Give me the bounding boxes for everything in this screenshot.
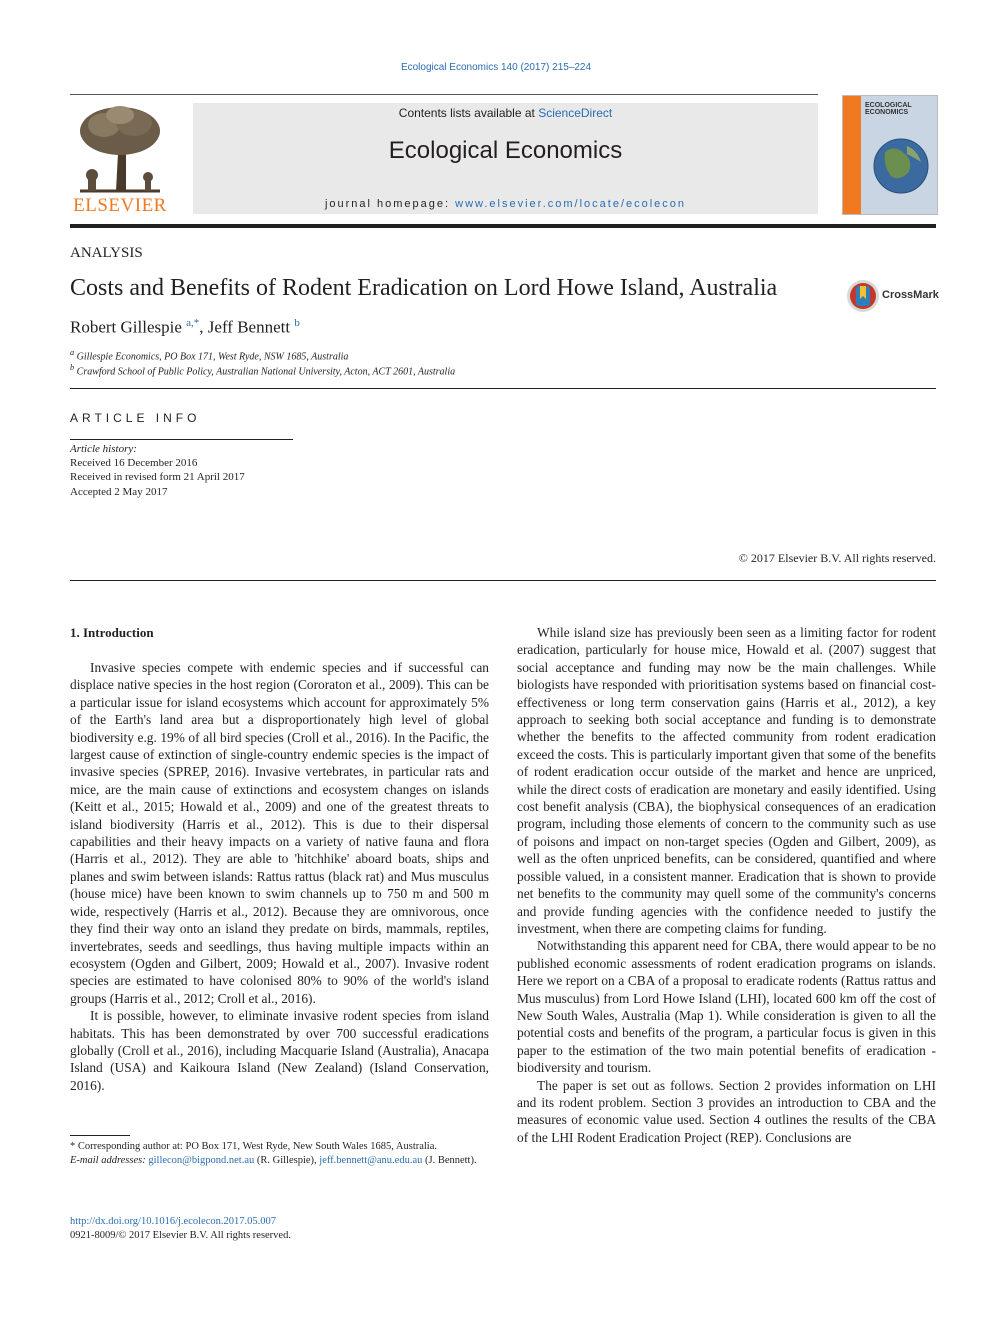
contents-prefix: Contents lists available at <box>398 106 539 120</box>
body-paragraph: Invasive species compete with endemic species and if successful can displace native species in the host region (Cororaton et al., 2009). This can be a particular issue for island ecosystems which account for approximately 5% of the Earth's land area but a disproportionately high level of global biodiversity e.g. 19% of all bird species (Croll et al., 2016). In the Pacific, the largest cause of extinction of single-country endemic species is the impact of invasive species (SPREP, 2016). Invasive vertebrates, in particular rats and mice, are the main cause of extinctions and ecosystem changes on islands (Keitt et al., 2015; Howald et al., 2009) and one of the greatest threats to island biodiversity (Harris et al., 2012). This is due to their dispersal capabilities and their heavy impacts on a variety of native fauna and flora (Harris et al., 2012). They are able to 'hitchhike' aboard boats, ships and planes and swim between islands: Rattus rattus (black rat) and Mus musculus (house mice) have been known to swim channels up to 750 m and 500 m wide, respectively (Harris et al., 2012). Because they are omnivorous, once they find their way onto an island they predate on birds, mammals, reptiles, invertebrates, seeds and seedlings, thus having multiple impacts within an ecosystem (Ogden and Gilbert, 2009; Howald et al., 2007). Invasive rodent species are estimated to have colonised 80% to 90% of the world's island groups (Harris et al., 2012; Croll et al., 2016). <box>70 660 489 1006</box>
footnote-rule <box>70 1135 130 1136</box>
affiliation-mark: a <box>70 348 75 357</box>
corresponding-author: * Corresponding author at: PO Box 171, West Ryde, New South Wales 1685, Australia. <box>70 1141 438 1152</box>
email-line <box>70 1154 490 1168</box>
affiliation-text: Gillespie Economics, PO Box 171, West Ryde, NSW 1685, Australia <box>76 351 349 363</box>
email-link[interactable]: gillecon@bigpond.net.au <box>148 1155 255 1166</box>
article-section-label: ANALYSIS <box>70 245 143 261</box>
globe-icon <box>843 96 937 214</box>
journal-homepage <box>193 198 818 210</box>
email-owner: (J. Bennett). <box>424 1155 477 1166</box>
affiliation-a <box>70 348 348 362</box>
copyright-notice: © 2017 Elsevier B.V. All rights reserved. <box>738 551 936 565</box>
history-label: Article history: <box>70 443 137 455</box>
email-owner: (R. Gillespie), <box>256 1155 317 1166</box>
history-revised: Received in revised form 21 April 2017 <box>70 471 245 483</box>
divider <box>70 439 293 440</box>
email-label: E-mail addresses: <box>70 1155 146 1166</box>
header-top-rule <box>70 94 818 95</box>
body-paragraph: The paper is set out as follows. Section 2 provides information on LHI and its rodent problem. Section 3 provides an introduction to CBA and the measures of economic value used. Section 4 outlines the results of the CBA of the LHI Rodent Eradication Project (REP). Conclusions are <box>517 1077 936 1145</box>
contents-line <box>193 106 818 120</box>
left-column <box>70 659 489 1094</box>
email-link[interactable]: jeff.bennett@anu.edu.au <box>319 1155 423 1166</box>
journal-cover[interactable] <box>842 95 938 215</box>
footnote-corresponding <box>70 1140 490 1168</box>
history-received: Received 16 December 2016 <box>70 457 198 469</box>
divider <box>70 388 936 389</box>
divider <box>70 580 936 581</box>
article-info-heading: ARTICLE INFO <box>70 411 201 425</box>
author-name[interactable]: Jeff Bennett <box>207 317 291 337</box>
article-title: Costs and Benefits of Rodent Eradication on Lord Howe Island, Australia <box>70 275 778 301</box>
affiliation-b <box>70 363 455 377</box>
homepage-prefix: journal homepage: <box>324 198 456 210</box>
header-bottom-rule <box>70 224 936 228</box>
cover-title-line: ECONOMICS <box>865 109 909 116</box>
affiliation-text: Crawford School of Public Policy, Australian National University, Acton, ACT 2601, Australia <box>76 366 456 378</box>
body-paragraph: Notwithstanding this apparent need for CBA, there would appear to be no published economic assessments of rodent eradication programs on islands. Here we report on a CBA of a proposal to eradicate rodents (Rattus rattus and Mus musculus) from Lord Howe Island (LHI), located 600 km off the cost of New South Wales, Australia (Map 1). While consideration is given to all the potential costs and benefits of the program, a particular focus is given in this paper to the estimation of the two main potential benefits of eradication - biodiversity and tourism. <box>517 938 936 1076</box>
journal-title: Ecological Economics <box>388 137 623 164</box>
elsevier-wordmark: ELSEVIER <box>73 195 167 216</box>
sciencedirect-link[interactable]: ScienceDirect <box>538 106 613 120</box>
crossmark-icon[interactable] <box>846 279 880 318</box>
author-name[interactable]: Robert Gillespie <box>70 317 182 337</box>
author-affiliation-mark[interactable]: b <box>294 317 300 329</box>
affiliation-mark: b <box>70 363 75 372</box>
author-affiliation-mark[interactable]: a,* <box>186 317 200 329</box>
history-accepted: Accepted 2 May 2017 <box>70 486 168 498</box>
doi-link[interactable]: http://dx.doi.org/10.1016/j.ecolecon.2017.05.007 <box>70 1216 276 1227</box>
elsevier-tree-icon <box>70 103 170 195</box>
homepage-link[interactable]: www.elsevier.com/locate/ecolecon <box>455 198 687 210</box>
cover-title-line: ECOLOGICAL <box>865 102 912 109</box>
issn-line: 0921-8009/© 2017 Elsevier B.V. All rights reserved. <box>70 1230 291 1241</box>
section-heading: 1. Introduction <box>70 625 154 640</box>
body-paragraph: It is possible, however, to eliminate invasive rodent species from island habitats. This has been demonstrated by over 700 successful eradications globally (Croll et al., 2016), including Macquarie Island (Australia), Anacapa Island (USA) and Kaikoura Island (New Zealand) (Island Conservation, 2016). <box>70 1008 489 1093</box>
journal-citation[interactable]: Ecological Economics 140 (2017) 215–224 <box>400 62 592 73</box>
author-list: Robert Gillespie $^{a,*}$, Jeff Bennett $^b$ <box>70 317 300 337</box>
body-paragraph: While island size has previously been seen as a limiting factor for rodent eradication, particularly for house mice, Howald et al. (2007) suggest that social acceptance and funding may now be the main challenges. While biologists have responded with prioritisation systems based on financial cost-effectiveness or long term conservation gains (Harris et al., 2012), a key approach to seeking both social acceptance and funding is to demonstrate whether the benefits to the affected community from rodent eradication exceed the costs. This is particularly important given that some of the benefits of rodent eradication occur outside of the market and hence are unpriced, while the direct costs of eradication are monetary and easily identified. Using cost benefit analysis (CBA), the biophysical consequences of an eradication program, including those elements of concern to the community such as use of poisons and impact on non-target species (Ogden and Gilbert, 2009), as well as the often unpriced benefits, can be considered, quantified and where possible valued, in a consistent manner. Eradication that is shown to provide net benefits to the community may quell some of the community's concerns and provide funding agencies with the confidence needed to justify the investment, when there are competing claims for funding. <box>517 625 936 936</box>
right-column <box>517 624 936 1146</box>
crossmark-label[interactable]: CrossMark <box>882 289 939 301</box>
